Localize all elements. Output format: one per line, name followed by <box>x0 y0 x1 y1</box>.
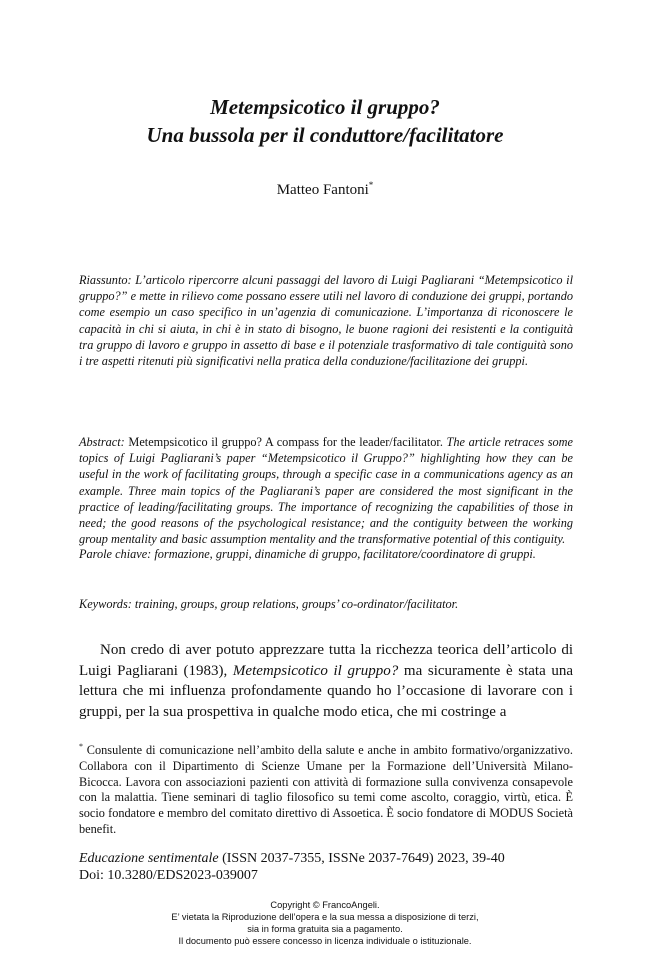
author-name: Matteo Fantoni <box>276 182 369 198</box>
keywords-italian: Parole chiave: formazione, gruppi, dinamiche di gruppo, facilitatore/coordinatore di gruppi. <box>79 547 536 561</box>
abstract-body: The article retraces some topics of Luigi Pagliarani’s paper “Metempsicotico il Gruppo?” highlighting how they can be useful in the work of facilitating groups, through a specific case in a communications agency as an example. Three main topics of the Pagliarani’s paper are considered the most significant in the practice of leading/facilitating groups. The importance of recognizing the capabilities of those in need; the good reasons of the psychological resistance; and the contiguity between the working group mentality and basic assumption mentality and the transformative potential of this contiguity. <box>79 435 574 547</box>
author-footnote <box>79 739 573 838</box>
author-footnote-mark: * <box>368 180 374 190</box>
copyright-line2: E’ vietata la Riproduzione dell’opera e la sua messa a disposizione di terzi, <box>171 912 479 922</box>
keywords-english: Keywords: training, groups, group relations, groups’ co-ordinator/facilitator. <box>79 597 459 611</box>
footnote-mark: * <box>79 742 83 751</box>
body-text-part2: ma sicuramente è stata una lettura che mi influenza profondamente quando ho l’occasione di lavorare con i gruppi, per la sua prospettiva in qualche modo etica, che mi costringe a <box>79 662 574 720</box>
abstract <box>79 434 573 547</box>
journal-citation <box>79 850 573 867</box>
body-paragraph <box>79 640 573 722</box>
article-title-line2: Una bussola per il conduttore/facilitatore <box>146 123 504 147</box>
body-text-part1: Non credo di aver potuto apprezzare tutta la ricchezza teorica dell’articolo di Luigi Pagliarani (1983), <box>79 642 573 679</box>
copyright-line1: Copyright © FrancoAngeli. <box>270 900 380 910</box>
copyright-line4: Il documento può essere concesso in licenza individuale o istituzionale. <box>178 936 472 946</box>
abstract-title: Metempsicotico il gruppo? A compass for the leader/facilitator. <box>128 435 443 449</box>
footnote-text: Consulente di comunicazione nell’ambito della salute e anche in ambito formativo/organizzativo. Collabora con il Dipartimento di Scienze Umane per la Formazione dell’Università Milano- Bicocca. Lavora con associazioni pazienti con attività di formazione sulla convivenza consapevole con la malattia. Tiene seminari di taglio filosofico su temi come ascolto, coraggio, virtù, etica. È socio fondatore e membro del comitato direttivo di Assoetica. È socio fondatore di MODUS Società benefit. <box>79 743 573 837</box>
body-cited-title: Metempsicotico il gruppo? <box>232 662 399 679</box>
copyright-line3: sia in forma gratuita sia a pagamento. <box>247 924 403 934</box>
journal-info <box>79 850 573 884</box>
journal-name: Educazione sentimentale <box>79 851 219 866</box>
journal-doi: Doi: 10.3280/EDS2023-039007 <box>79 868 258 883</box>
copyright-notice <box>0 899 650 947</box>
author <box>0 180 650 199</box>
article-title-line1: Metempsicotico il gruppo? <box>210 95 440 119</box>
journal-details: (ISSN 2037-7355, ISSNe 2037-7649) 2023, 39-40 <box>218 851 505 866</box>
abstract-label: Abstract: <box>79 435 125 449</box>
riassunto: Riassunto: L’articolo ripercorre alcuni passaggi del lavoro di Luigi Pagliarani “Metempsicotico il gruppo?” e mette in rilievo come possano essere utili nel lavoro di conduzione dei gruppi, portando come esempio un caso specifico in un’agenzia di comunicazione. L’importanza di riconoscere le capacità in chi si aiuta, in chi è in stato di bisogno, le buone ragioni dei resistenti e la contiguità tra gruppo di lavoro e gruppo in assetto di base e il potenziale trasformativo di tale contiguità sono i tre aspetti ritenuti più significativi nella pratica della conduzione/facilitazione dei gruppi. <box>79 273 573 369</box>
